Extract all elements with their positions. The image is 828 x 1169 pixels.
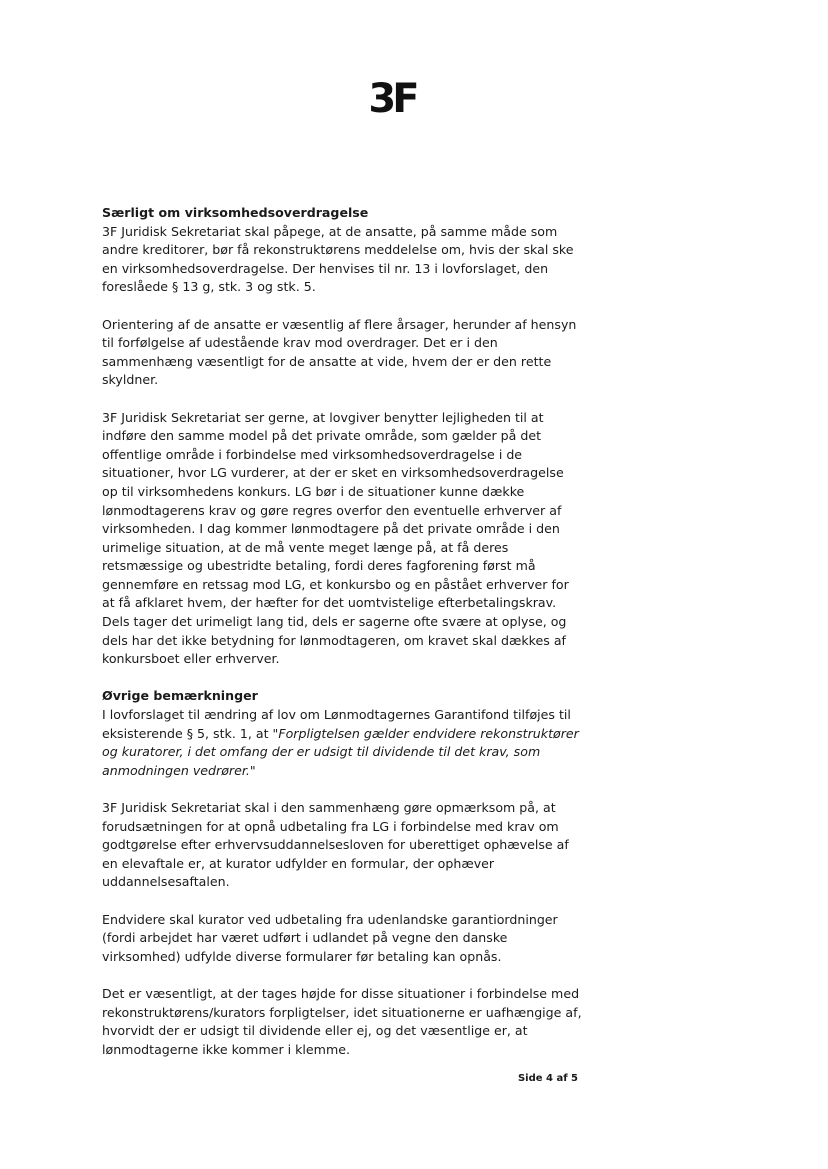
section-heading-oevrige: Øvrige bemærkninger bbox=[102, 688, 258, 704]
logo-text: 3F bbox=[368, 76, 416, 118]
paragraph-5: 3F Juridisk Sekretariat skal i den sammenhæng gøre opmærksom på, at forudsætningen for at opnå udbetaling fra LG i forbindelse med krav om godtgørelse efter erhvervsuddannelsesloven for uberettiget ophævelse af en elevaftale er, at kurator udfylder en formular, der ophæver uddannelsesaftalen. bbox=[102, 800, 569, 890]
paragraph-6: Endvidere skal kurator ved udbetaling fra udenlandske garantiordninger (fordi arbejdet har været udført i udlandet på vegne den danske virksomhed) udfylde diverse formularer før betaling kan opnås. bbox=[102, 911, 558, 964]
paragraph-2: Orientering af de ansatte er væsentlig af flere årsager, herunder af hensyn til forfølgelse af udestående krav mod overdrager. Det er i den sammenhæng væsentligt for de ansatte at vide, hvem der er den rette skyldner. bbox=[102, 316, 577, 388]
document-body bbox=[102, 204, 582, 1078]
paragraph-1: 3F Juridisk Sekretariat skal påpege, at de ansatte, på samme måde som andre kreditorer, bør få rekonstruktørens meddelelse om, hvis der skal ske en virksomhedsoverdragelse. Der henvises til nr. 13 i lovforslaget, den foreslåede § 13 g, stk. 3 og stk. 5. bbox=[102, 223, 574, 295]
3f-logo bbox=[362, 74, 422, 118]
paragraph-7: Det er væsentligt, at der tages højde for disse situationer i forbindelse med rekonstruktørens/kurators forpligtelser, idet situationerne er uafhængige af, hvorvidt der er udsigt til dividende eller ej, og det væsentlige er, at lønmodtagerne ikke kommer i klemme. bbox=[102, 985, 582, 1057]
page-number: Side 4 af 5 bbox=[517, 1073, 578, 1084]
paragraph-4-text: I lovforslaget til ændring af lov om Lønmodtagernes Garantifond tilføjes til eksisterende § 5, stk. 1, at bbox=[102, 707, 571, 741]
paragraph-3: 3F Juridisk Sekretariat ser gerne, at lovgiver benytter lejligheden til at indføre den samme model på det private område, som gælder på det offentlige område i forbindelse med virksomhedsoverdragelse i de situationer, hvor LG vurderer, at der er sket en virksomhedsoverdragelse op til virksomhedens konkurs. LG bør i de situationer kunne dække lønmodtagerens krav og gøre regres overfor den eventuelle erhverver af virksomheden. I dag kommer lønmodtagere på det private område i den urimelige situation, at de må vente meget længe på, at få deres retsmæssige og ubestridte betaling, fordi deres fagforening først må gennemføre en retssag mod LG, et konkursbo og en påstået erhverver for at få afklaret hvem, der hæfter for det uomtvistelige efterbetalingskrav. Dels tager det urimeligt lang tid, dels er sagerne ofte svære at oplyse, og dels har det ikke betydning for lønmodtageren, om kravet skal dækkes af konkursboet eller erhverver. bbox=[102, 409, 569, 667]
paragraph-4-quote: "Forpligtelsen gælder endvidere rekonstruktører og kuratorer, i det omfang der er udsigt til dividende til det krav, som anmodningen vedrører." bbox=[102, 725, 579, 778]
section-heading-virksomhedsoverdragelse: Særligt om virksomhedsoverdragelse bbox=[102, 205, 369, 220]
paragraph-4 bbox=[102, 706, 582, 780]
